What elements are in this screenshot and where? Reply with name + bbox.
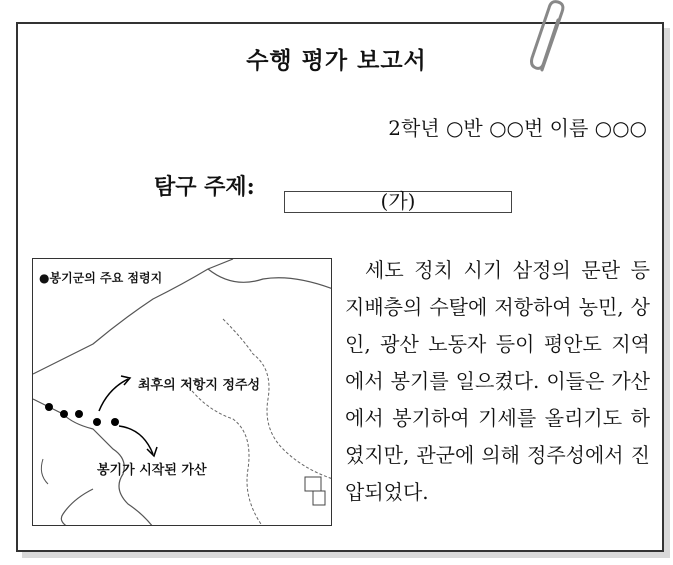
annotation-last-stand: 최후의 저항지 정주성 [138, 378, 261, 393]
topic-label: 탐구 주제: [154, 174, 255, 200]
occupied-point [45, 403, 53, 411]
occupied-point [93, 418, 101, 426]
occupied-point [111, 418, 119, 426]
student-info: 2학년 ○반 ○○번 이름 ○○○ [388, 116, 647, 140]
occupied-point [60, 410, 68, 418]
map-legend: ●봉기군의 주요 점령지 [39, 271, 163, 285]
topic-field: (가) [284, 191, 512, 213]
annotation-start: 봉기가 시작된 가산 [97, 463, 207, 478]
report-title: 수행 평가 보고서 [246, 47, 427, 74]
report-body [345, 252, 650, 511]
map-figure [32, 258, 332, 526]
occupied-point [75, 410, 83, 418]
body-paragraph: 세도 정치 시기 삼정의 문란 등 지배층의 수탈에 저항하여 농민, 상인, 광산 노동자 등이 평안도 지역에서 봉기를 일으켰다. 이들은 가산에서 봉기하여 기세를 올리기도 하였지만, 관군에 의해 정주성에서 진압되었다. [345, 258, 650, 504]
